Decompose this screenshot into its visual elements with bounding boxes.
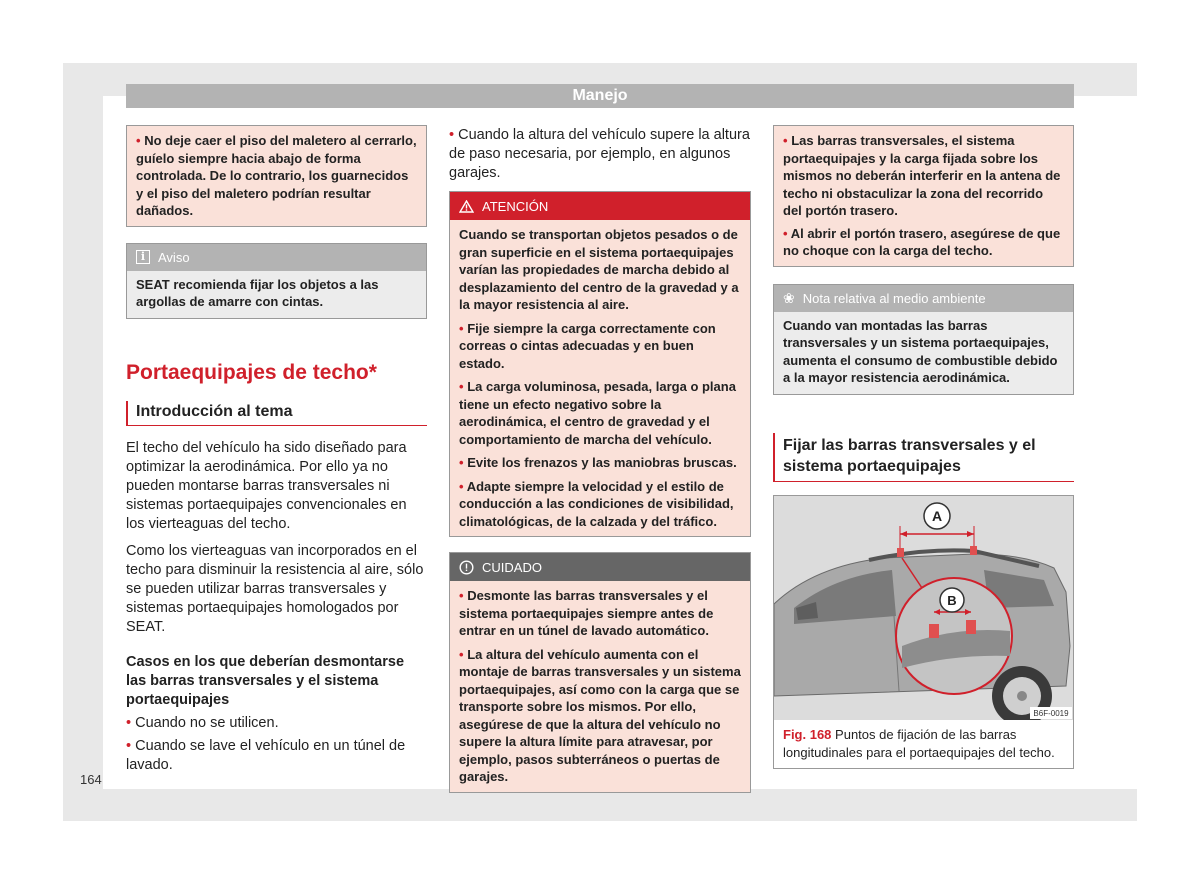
column-3 bbox=[773, 125, 1074, 769]
figure-code: B6F-0019 bbox=[1033, 708, 1069, 718]
warning-text: No deje caer el piso del maletero al cerrarlo, guíelo siempre hacia abajo de forma controlada. De lo contrario, los guarnecidos y el piso del maletero podrían resultar dañados. bbox=[136, 133, 417, 218]
list-item: • Cuando se lave el vehículo en un túnel de lavado. bbox=[126, 737, 406, 773]
list-item: • La carga voluminosa, pesada, larga o plana tiene un efecto negativo sobre la aerodinámica, el centro de gravedad y el comportamiento de marcha del vehículo. bbox=[459, 379, 736, 447]
aviso-text: SEAT recomienda fijar los objetos a las argollas de amarre con cintas. bbox=[136, 276, 379, 309]
atencion-header bbox=[450, 192, 750, 220]
paragraph: El techo del vehículo ha sido diseñado para optimizar la aerodinámica. Por ello ya no pueden montarse barras transversales ni sistemas portaequipajes convencionales en los vierteaguas del techo. bbox=[126, 439, 407, 532]
list-item: • Fije siempre la carga correctamente con correas o cintas adecuadas y en buen estado. bbox=[459, 320, 716, 371]
aviso-title: Aviso bbox=[158, 249, 190, 265]
figure-caption bbox=[774, 720, 1073, 768]
caution-circle-icon bbox=[459, 560, 474, 575]
flower-icon: ❀ bbox=[783, 289, 795, 306]
list-item: • Desmonte las barras transversales y el sistema portaequipajes siempre antes de entrar en un túnel de lavado automático. bbox=[459, 588, 714, 638]
atencion-box bbox=[449, 191, 751, 537]
label-a: A bbox=[931, 507, 943, 524]
bullet-icon: • bbox=[459, 455, 464, 470]
page-number: 164 bbox=[80, 772, 102, 787]
subsection-title: Introducción al tema bbox=[126, 401, 427, 426]
list-item: • Cuando no se utilicen. bbox=[126, 714, 279, 731]
bullet-icon: • bbox=[459, 646, 464, 662]
bullet-icon: • bbox=[459, 588, 464, 603]
bullet-icon: • bbox=[136, 133, 141, 148]
aviso-box bbox=[126, 243, 427, 319]
bullet-icon: • bbox=[126, 737, 132, 754]
list-item: • Adapte siempre la velocidad y el estilo de conducción a las condiciones de visibilidad, climatológicas, de la calzada y del tráfico. bbox=[459, 478, 734, 529]
atencion-body bbox=[450, 220, 750, 536]
intro-body bbox=[126, 439, 427, 775]
aviso-header bbox=[127, 244, 426, 271]
info-icon: i bbox=[136, 250, 150, 264]
section-title: Portaequipajes de techo* bbox=[126, 360, 377, 384]
figure-caption-text: Puntos de fijación de las barras longitudinales para el portaequipajes del techo. bbox=[783, 726, 1055, 760]
cuidado-header bbox=[450, 553, 750, 581]
paragraph: Como los vierteaguas van incorporados en el techo para disminuir la resistencia al aire, sólo se pueden utilizar barras transversales y sistemas portaequipajes homologados por SEAT. bbox=[126, 542, 424, 635]
atencion-intro: Cuando se transportan objetos pesados o de gran superficie en el sistema portaequipajes varían las propiedades de marcha debido al desplazamiento del centro de la gravedad y a la mayor resistencia al aire. bbox=[459, 227, 739, 312]
figure-168 bbox=[773, 495, 1074, 769]
list-item: • Al abrir el portón trasero, asegúrese de que no choque con la carga del techo. bbox=[783, 225, 1061, 258]
chapter-header: Manejo bbox=[126, 84, 1074, 108]
bullet-icon: • bbox=[783, 133, 788, 148]
bullet-icon: • bbox=[459, 478, 464, 494]
column-1 bbox=[126, 125, 427, 783]
label-b: B bbox=[947, 592, 957, 608]
cuidado-box bbox=[449, 552, 751, 793]
bullet-icon: • bbox=[126, 714, 132, 731]
list-item: • La altura del vehículo aumenta con el montaje de barras transversales y un sistema portaequipajes, así como con la carga que se transporte sobre los mismos. Por ello, asegúrese de que la altura del vehículo no supere la altura límite para atravesar, por ejemplo, pasos subterráneos o puertas de garajes. bbox=[459, 646, 741, 784]
environment-note-title: Nota relativa al medio ambiente bbox=[802, 290, 986, 306]
car-roof-rail-illustration bbox=[774, 496, 1073, 720]
cases-heading: Casos en los que deberían desmontarse las barras transversales y el sistema portaequipajes bbox=[126, 653, 405, 708]
list-item: • Evite los frenazos y las maniobras bruscas. bbox=[459, 455, 737, 470]
figure-label: Fig. 168 bbox=[783, 726, 832, 742]
warning-triangle-icon bbox=[459, 200, 474, 213]
environment-note-text: Cuando van montadas las barras transversales y un sistema portaequipajes, aumenta el consumo de combustible debido a la mayor resistencia aerodinámica. bbox=[783, 317, 1058, 385]
column-2 bbox=[449, 126, 751, 793]
cuidado-body bbox=[450, 581, 750, 792]
bullet-icon: • bbox=[783, 225, 788, 241]
warning-continuation-box bbox=[773, 125, 1074, 267]
intro-bullet: • Cuando la altura del vehículo supere la altura de paso necesaria, por ejemplo, en algunos garajes. bbox=[449, 127, 750, 181]
warning-continuation-box bbox=[126, 125, 427, 227]
list-item: • Las barras transversales, el sistema portaequipajes y la carga fijada sobre los mismos no deberán interferir en la antena de techo ni obstaculizar la zona del recorrido del portón trasero. bbox=[783, 133, 1061, 218]
bullet-icon: • bbox=[459, 379, 464, 394]
bullet-icon: • bbox=[459, 320, 464, 336]
atencion-title: ATENCIÓN bbox=[482, 198, 549, 214]
environment-note-box bbox=[773, 284, 1074, 395]
environment-note-header bbox=[774, 285, 1073, 312]
bullet-icon: • bbox=[449, 127, 455, 143]
subsection-title: Fijar las barras transversales y el sistema portaequipajes bbox=[773, 433, 1074, 482]
cuidado-title: CUIDADO bbox=[482, 559, 542, 575]
